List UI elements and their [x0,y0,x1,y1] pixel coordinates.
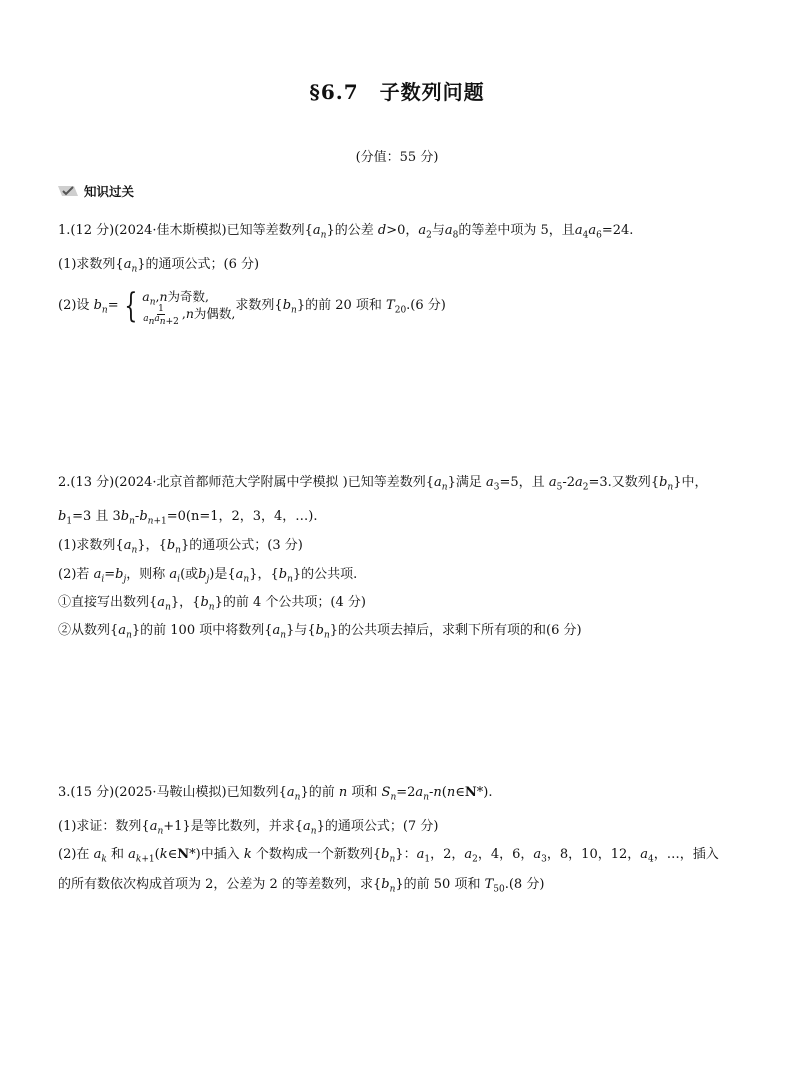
q2-subpart1: ①直接写出数列$\{a_n\}$，$\{b_n\}$的前 4 个公共项；(4 分) [58,595,366,613]
q1-part2: (2)设 $b_n=$ { $a_n,n$为奇数, $\frac{1}{a_na_{n+2}}$ ,n为偶数, 求数列$\{b_n\}$的前 20 项和 $T_{20}.(6$ 分) [58,285,446,327]
score-note: (分值：55 分) [355,150,439,165]
q1-part1: (1)求数列$\{a_n\}$的通项公式；(6 分) [58,257,260,275]
q3-part2: (2)在 $a_k$ 和 $a_{k+1}(k\in N*)$中插入 k 个数构成一个新数列$\{b_n\}$：$a_1$，2，$a_2$，4，6，$a_3$，8，10，12，$a_4$，…，插入 [58,847,719,865]
q2-part1: (1)求数列$\{a_n\}$，$\{b_n\}$的通项公式；(3 分) [58,538,303,556]
page-title: §6.7 子数列问题 [309,80,485,104]
q2-subpart2: ②从数列$\{a_n\}$的前 100 项中将数列$\{a_n\}$与$\{b_n\}$的公共项去掉后，求剩下所有项的和(6 分) [58,623,582,641]
q3-part1: (1)求证：数列$\{a_n+1\}$是等比数列，并求$\{a_n\}$的通项公式；(7 分) [58,819,439,837]
q1-stem: 1.(12 分)(2024·佳木斯模拟)已知等差数列$\{a_n\}$的公差 d>0，$a_2$与$a_8$的等差中项为 5，且$a_4a_6=24$. [58,223,634,241]
checkmark-icon [58,184,78,198]
q3-part2-line2: 的所有数依次构成首项为 2，公差为 2 的等差数列，求$\{b_n\}$的前 50 项和 $T_{50}.(8$ 分) [58,877,545,895]
q2-part2: (2)若 $a_i=b_j$，则称 $a_i$(或$b_j$)是$\{a_n\}$，$\{b_n\}$的公共项. [58,567,358,585]
q3-stem: 3.(15 分)(2025·马鞍山模拟)已知数列$\{a_n\}$的前 n 项和 $S_n=2a_n-n(n\in N*)$. [58,785,493,803]
q2-stem-line2: $b_1=3$ 且 $3b_n-b_{n+1}=0(n=1$，2，3，4，…). [58,509,318,527]
q2-stem: 2.(13 分)(2024·北京首都师范大学附属中学模拟 )已知等差数列$\{a_n\}$满足 $a_3=5$，且 $a_5-2a_2=3$.又数列$\{b_n\}$中， [58,475,708,493]
section-title: 知识过关 [84,184,135,199]
section-header [58,182,134,200]
